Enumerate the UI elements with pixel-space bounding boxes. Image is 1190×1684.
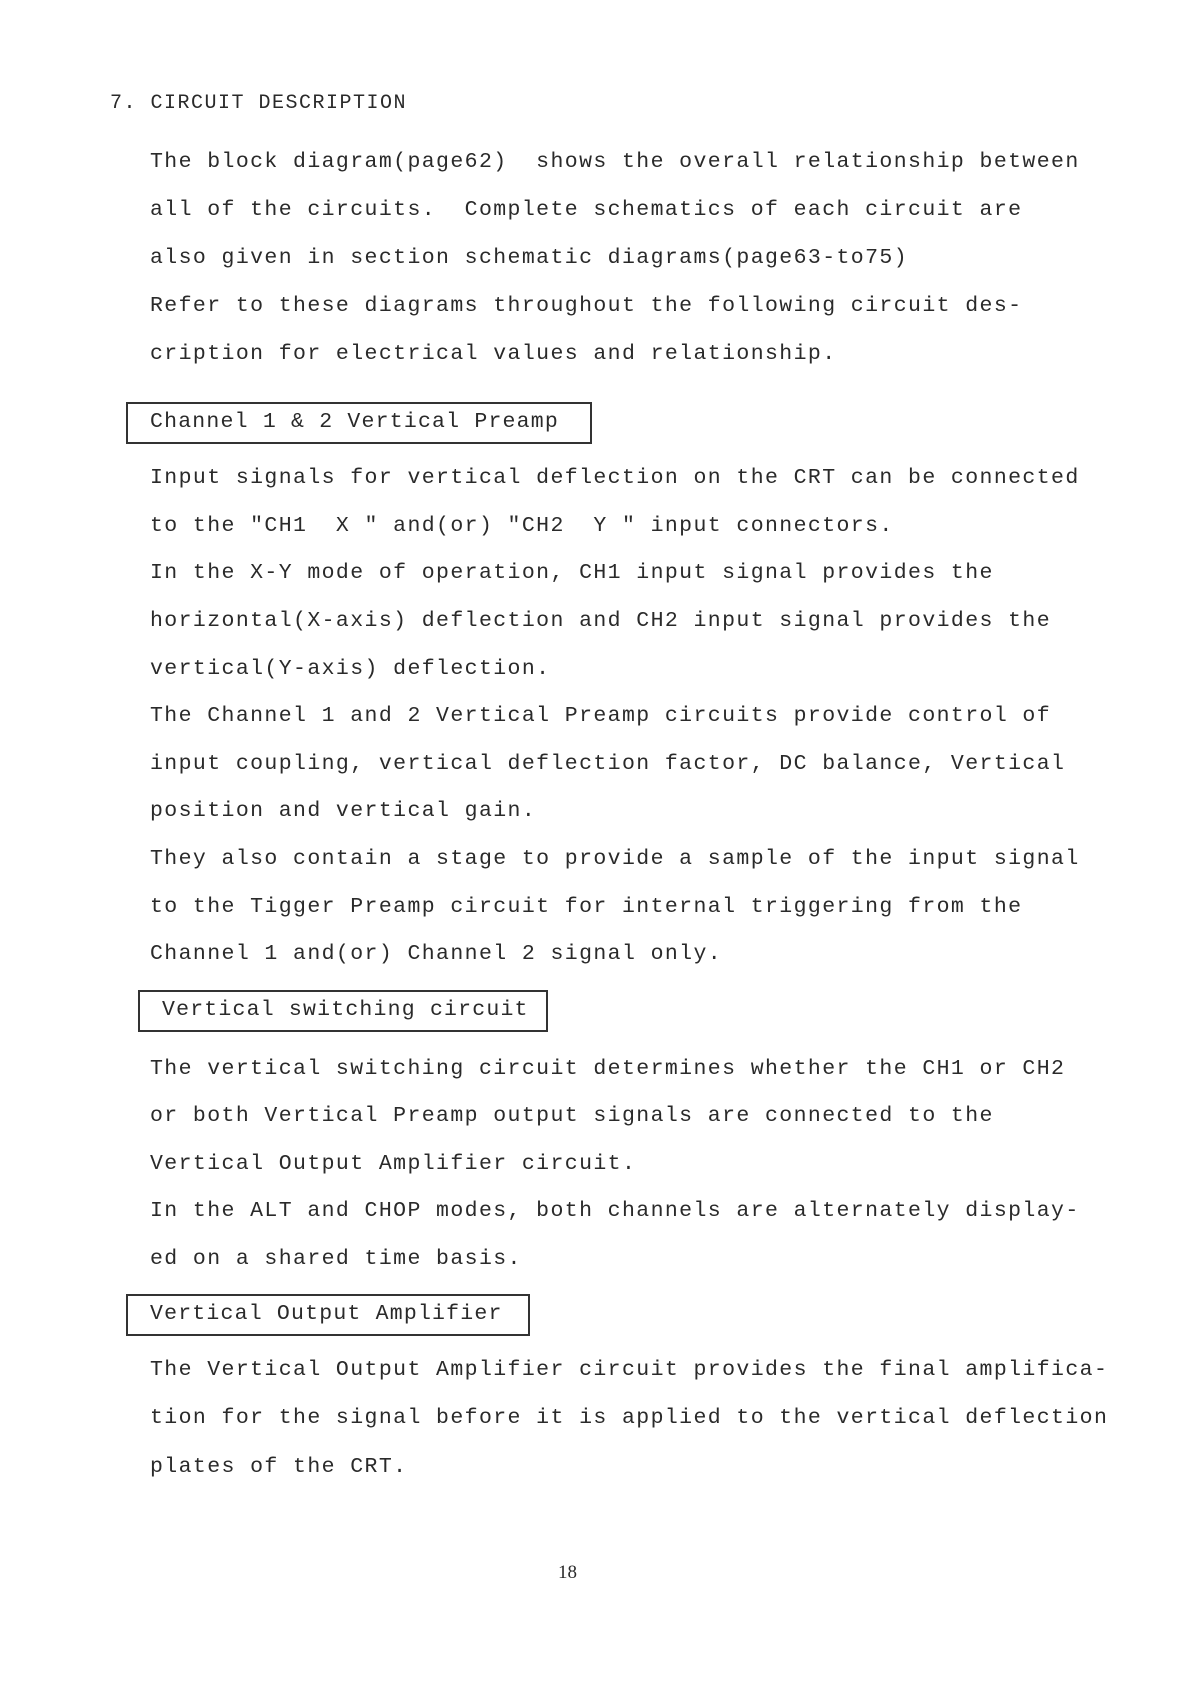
- body-line: The Channel 1 and 2 Vertical Preamp circuits provide control of: [150, 704, 1052, 728]
- body-line: The Vertical Output Amplifier circuit provides the final amplifica-: [150, 1358, 1109, 1382]
- body-line: position and vertical gain.: [150, 799, 537, 823]
- body-line: plates of the CRT.: [150, 1455, 408, 1479]
- body-line: Input signals for vertical deflection on the CRT can be connected: [150, 466, 1080, 490]
- subsection-heading: Vertical Output Amplifier: [126, 1294, 530, 1336]
- body-line: to the "CH1 X " and(or) "CH2 Y " input connectors.: [150, 514, 894, 538]
- page-number: 18: [558, 1562, 577, 1583]
- intro-line: also given in section schematic diagrams(page63-to75): [150, 246, 909, 270]
- subsection-heading: Channel 1 & 2 Vertical Preamp: [126, 402, 592, 444]
- intro-line: Refer to these diagrams throughout the following circuit des-: [150, 294, 1023, 318]
- section-title: 7. CIRCUIT DESCRIPTION: [110, 92, 408, 115]
- body-line: horizontal(X-axis) deflection and CH2 input signal provides the: [150, 609, 1052, 633]
- body-line: Channel 1 and(or) Channel 2 signal only.: [150, 942, 723, 966]
- subsection-heading: Vertical switching circuit: [138, 990, 548, 1032]
- body-line: Vertical Output Amplifier circuit.: [150, 1152, 637, 1176]
- body-line: ed on a shared time basis.: [150, 1247, 522, 1271]
- body-line: They also contain a stage to provide a sample of the input signal: [150, 847, 1080, 871]
- body-line: or both Vertical Preamp output signals are connected to the: [150, 1104, 994, 1128]
- body-line: The vertical switching circuit determines whether the CH1 or CH2: [150, 1057, 1066, 1081]
- body-line: tion for the signal before it is applied to the vertical deflection: [150, 1406, 1109, 1430]
- body-line: In the X-Y mode of operation, CH1 input signal provides the: [150, 561, 994, 585]
- intro-line: The block diagram(page62) shows the overall relationship between: [150, 150, 1080, 174]
- body-line: vertical(Y-axis) deflection.: [150, 657, 551, 681]
- body-line: to the Tigger Preamp circuit for internal triggering from the: [150, 895, 1023, 919]
- body-line: input coupling, vertical deflection factor, DC balance, Vertical: [150, 752, 1066, 776]
- body-line: In the ALT and CHOP modes, both channels are alternately display-: [150, 1199, 1080, 1223]
- intro-line: all of the circuits. Complete schematics of each circuit are: [150, 198, 1023, 222]
- intro-line: cription for electrical values and relationship.: [150, 342, 837, 366]
